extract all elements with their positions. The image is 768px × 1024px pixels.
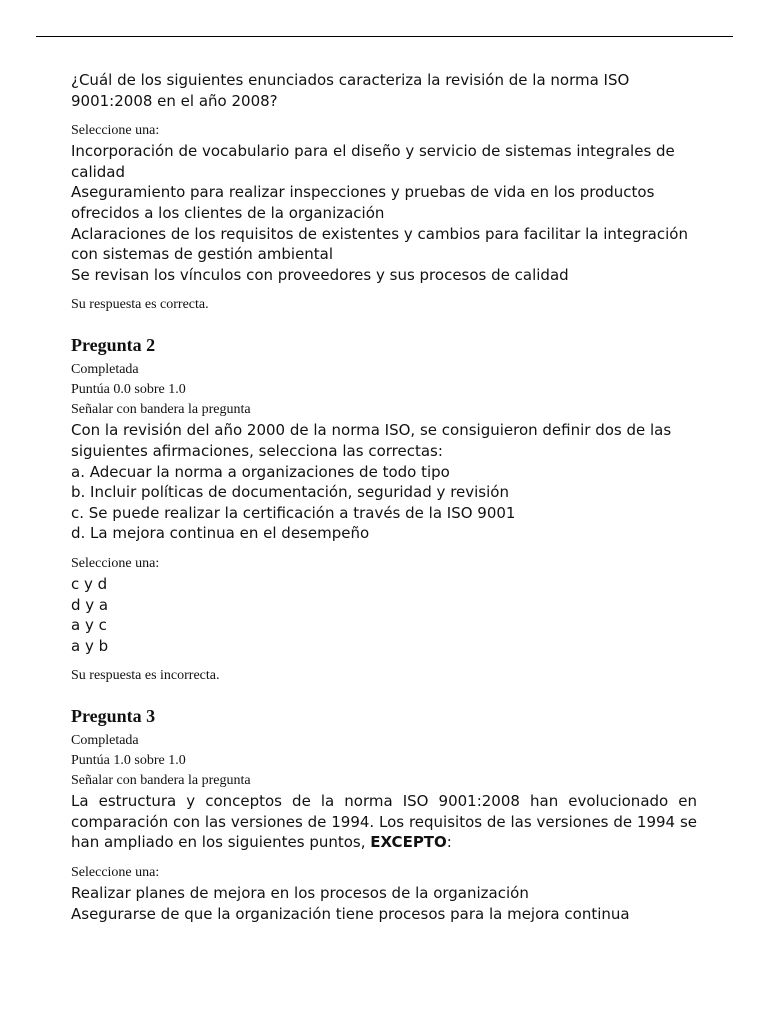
question-1-option-3[interactable]: Aclaraciones de los requisitos de existentes y cambios para facilitar la integración con sistemas de gestión ambiental bbox=[71, 224, 688, 264]
question-2-select-label: Seleccione una: bbox=[71, 555, 160, 571]
question-3-text bbox=[71, 791, 697, 853]
question-2-text: Con la revisión del año 2000 de la norma ISO, se consiguieron definir dos de las siguientes afirmaciones, selecciona las correctas: bbox=[71, 421, 672, 460]
question-3-options bbox=[71, 883, 697, 924]
question-1-select-label: Seleccione una: bbox=[71, 123, 160, 139]
quiz-review bbox=[71, 70, 697, 924]
question-1-feedback: Su respuesta es correcta. bbox=[71, 297, 209, 313]
question-3-text-main: La estructura y conceptos de la norma ISO 9001:2008 han evolucionado en comparación con las versiones de 1994. Los requisitos de las versiones de 1994 se han ampliado en los siguientes puntos, bbox=[71, 792, 697, 852]
question-2 bbox=[71, 334, 697, 686]
question-2-statements bbox=[71, 462, 697, 544]
question-2-statement-a: a. Adecuar la norma a organizaciones de todo tipo bbox=[71, 462, 450, 481]
question-3-heading: Pregunta 3 bbox=[71, 706, 156, 727]
question-2-options bbox=[71, 574, 697, 656]
question-2-statement-b: b. Incluir políticas de documentación, seguridad y revisión bbox=[71, 483, 509, 502]
question-2-heading: Pregunta 2 bbox=[71, 335, 156, 356]
question-1-option-4[interactable]: Se revisan los vínculos con proveedores y sus procesos de calidad bbox=[71, 265, 569, 284]
question-1-text: ¿Cuál de los siguientes enunciados caracteriza la revisión de la norma ISO 9001:2008 en el año 2008? bbox=[71, 71, 630, 110]
question-3-option-1[interactable]: Realizar planes de mejora en los procesos de la organización bbox=[71, 884, 529, 903]
question-3-text-emphasis: EXCEPTO bbox=[370, 833, 447, 852]
question-3-select-label: Seleccione una: bbox=[71, 865, 160, 881]
question-2-option-4[interactable]: a y b bbox=[71, 636, 109, 655]
question-2-statement-c: c. Se puede realizar la certificación a través de la ISO 9001 bbox=[71, 503, 516, 522]
question-3-option-2[interactable]: Asegurarse de que la organización tiene procesos para la mejora continua bbox=[71, 904, 630, 923]
question-2-option-1[interactable]: c y d bbox=[71, 574, 108, 593]
top-rule bbox=[36, 36, 733, 37]
question-1 bbox=[71, 70, 697, 315]
question-3-status: Completada bbox=[71, 733, 139, 749]
question-2-score: Puntúa 0.0 sobre 1.0 bbox=[71, 382, 186, 398]
question-2-option-3[interactable]: a y c bbox=[71, 616, 107, 635]
question-2-statement-d: d. La mejora continua en el desempeño bbox=[71, 524, 370, 543]
question-3-text-end: : bbox=[446, 833, 452, 852]
question-1-options bbox=[71, 141, 697, 285]
question-3-score: Puntúa 1.0 sobre 1.0 bbox=[71, 753, 186, 769]
question-3 bbox=[71, 705, 697, 924]
question-1-option-2[interactable]: Aseguramiento para realizar inspecciones y pruebas de vida en los productos ofrecidos a los clientes de la organización bbox=[71, 183, 655, 222]
question-2-flag-link[interactable]: Señalar con bandera la pregunta bbox=[71, 402, 251, 418]
question-2-option-2[interactable]: d y a bbox=[71, 595, 109, 614]
question-2-status: Completada bbox=[71, 362, 139, 378]
question-1-option-1[interactable]: Incorporación de vocabulario para el diseño y servicio de sistemas integrales de calidad bbox=[71, 142, 675, 181]
question-3-flag-link[interactable]: Señalar con bandera la pregunta bbox=[71, 773, 251, 789]
question-2-feedback: Su respuesta es incorrecta. bbox=[71, 668, 220, 684]
